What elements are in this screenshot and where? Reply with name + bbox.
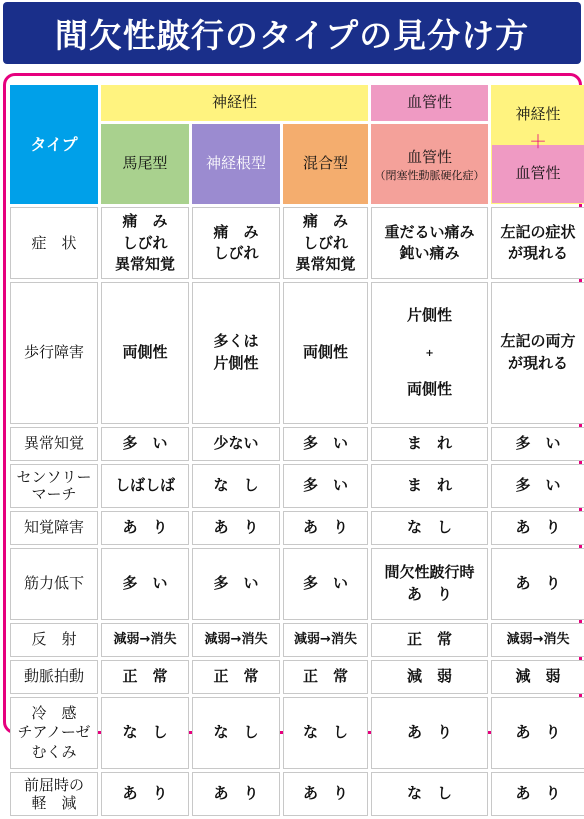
row-label: 症 状	[10, 207, 98, 279]
table-cell: 痛 み しびれ 異常知覚	[101, 207, 189, 279]
col-header-vascular-sub: （閉塞性動脈硬化症）	[374, 168, 485, 182]
table-cell: 減 弱	[491, 660, 584, 694]
table-cell: あ り	[101, 772, 189, 816]
table-row	[10, 697, 584, 769]
table-cell: 痛 み しびれ 異常知覚	[283, 207, 368, 279]
table-cell: あ り	[491, 548, 584, 620]
table-cell: あ り	[491, 772, 584, 816]
row-label: 歩行障害	[10, 282, 98, 424]
table-cell: 減 弱	[371, 660, 488, 694]
table-cell	[371, 282, 488, 424]
table-cell: な し	[192, 464, 280, 508]
table-row	[10, 282, 584, 424]
table-cell: ま れ	[371, 427, 488, 461]
combined-top-label: 神経性	[515, 105, 561, 124]
page-title: 間欠性跛行のタイプの見分け方	[54, 15, 530, 55]
table-cell: 減弱→消失	[192, 623, 280, 657]
table-cell: 多 い	[283, 427, 368, 461]
table-cell: な し	[192, 697, 280, 769]
col-header-bibi: 馬尾型	[101, 124, 189, 204]
walk-vascular-top: 片側性	[407, 306, 453, 325]
table-cell: 多 い	[283, 548, 368, 620]
combined-header	[491, 85, 584, 204]
row-label: 筋力低下	[10, 548, 98, 620]
walk-vascular-plus: +	[425, 347, 434, 359]
table-cell: あ り	[491, 511, 584, 545]
title-banner	[3, 2, 581, 64]
table-cell: 正 常	[371, 623, 488, 657]
table-cell: あ り	[371, 697, 488, 769]
table-cell: 左記の両方 が現れる	[491, 282, 584, 424]
table-cell: あ り	[192, 511, 280, 545]
table-cell: 正 常	[283, 660, 368, 694]
comparison-table	[7, 82, 584, 819]
row-label: センソリー マーチ	[10, 464, 98, 508]
table-cell: 多くは 片側性	[192, 282, 280, 424]
row-label: 反 射	[10, 623, 98, 657]
combined-vascular-part	[492, 131, 584, 204]
table-row	[10, 511, 584, 545]
table-cell: 減弱→消失	[491, 623, 584, 657]
row-label: 冷 感 チアノーゼ むくみ	[10, 697, 98, 769]
table-row	[10, 207, 584, 279]
table-row	[10, 464, 584, 508]
table-row	[10, 623, 584, 657]
table-cell: な し	[371, 511, 488, 545]
table-cell: な し	[101, 697, 189, 769]
row-label: 動脈拍動	[10, 660, 98, 694]
table-row	[10, 427, 584, 461]
table-cell: ま れ	[371, 464, 488, 508]
col-header-root: 神経根型	[192, 124, 280, 204]
table-cell: あ り	[283, 511, 368, 545]
table-row	[10, 660, 584, 694]
table-cell: 多 い	[101, 427, 189, 461]
table-cell: 間欠性跛行時 あ り	[371, 548, 488, 620]
table-cell: 正 常	[101, 660, 189, 694]
table-cell: 少ない	[192, 427, 280, 461]
table-cell: しばしば	[101, 464, 189, 508]
table-cell: 重だるい痛み 鈍い痛み	[371, 207, 488, 279]
table-cell: 減弱→消失	[101, 623, 189, 657]
table-cell: 左記の症状 が現れる	[491, 207, 584, 279]
table-cell: 減弱→消失	[283, 623, 368, 657]
table-cell: あ り	[101, 511, 189, 545]
vascular-group-header: 血管性	[371, 85, 488, 121]
table-cell: 多 い	[101, 548, 189, 620]
combined-plus-sign: ＋	[529, 131, 548, 153]
neuro-group-header: 神経性	[101, 85, 368, 121]
row-label: 前屈時の 軽 減	[10, 772, 98, 816]
table-cell: 両側性	[101, 282, 189, 424]
table-cell: 多 い	[283, 464, 368, 508]
table-cell: 痛 み しびれ	[192, 207, 280, 279]
col-header-vascular	[371, 124, 488, 204]
table-cell: あ り	[192, 772, 280, 816]
table-cell: 多 い	[491, 427, 584, 461]
walk-vascular-bottom: 両側性	[407, 380, 453, 399]
table-cell: な し	[283, 697, 368, 769]
row-label: 異常知覚	[10, 427, 98, 461]
table-cell: な し	[371, 772, 488, 816]
type-header-cell: タイプ	[10, 85, 98, 204]
combined-bottom-label: 血管性	[515, 164, 561, 183]
table-cell: 多 い	[192, 548, 280, 620]
table-cell: あ り	[491, 697, 584, 769]
table-row	[10, 772, 584, 816]
table-cell: 多 い	[491, 464, 584, 508]
table-cell: 正 常	[192, 660, 280, 694]
table-cell: あ り	[283, 772, 368, 816]
col-header-vascular-label: 血管性	[407, 147, 453, 166]
table-row	[10, 548, 584, 620]
row-label: 知覚障害	[10, 511, 98, 545]
col-header-mixed: 混合型	[283, 124, 368, 204]
table-cell: 両側性	[283, 282, 368, 424]
